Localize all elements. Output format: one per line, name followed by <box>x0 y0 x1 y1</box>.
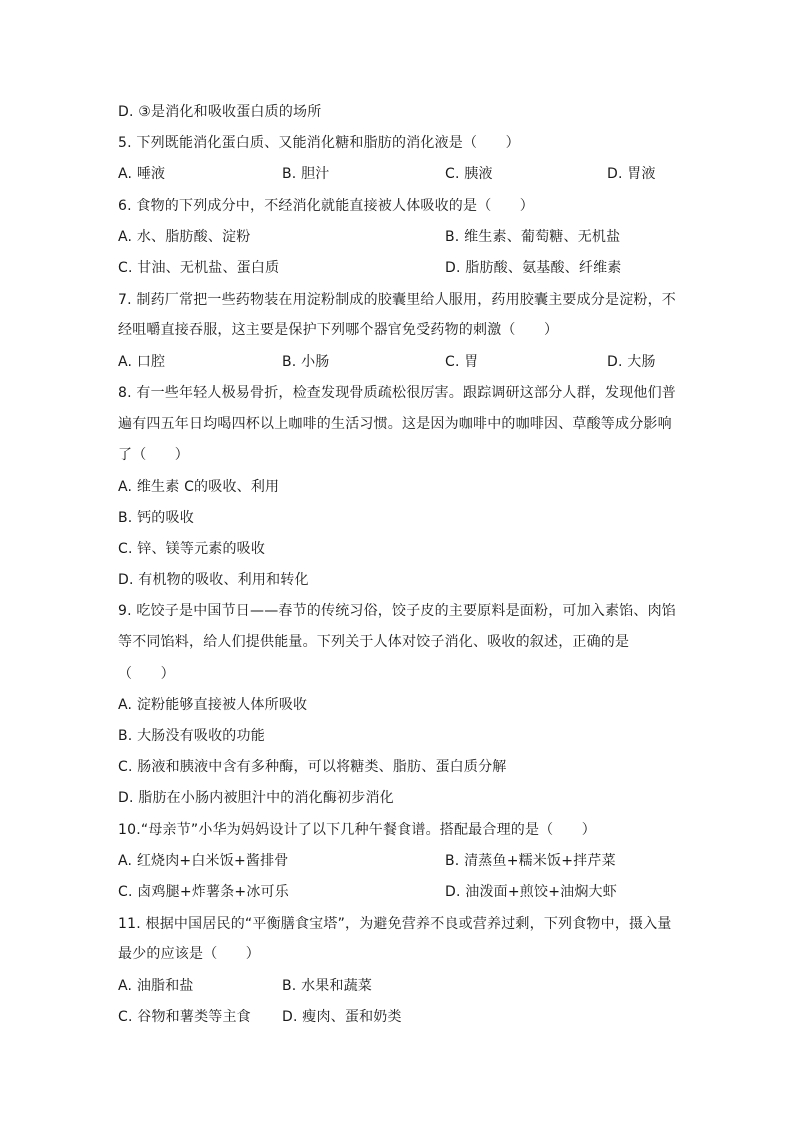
question-6: 6. 食物的下列成分中，不经消化就能直接被人体吸收的是（ ） <box>118 198 535 214</box>
q5-option-c: C. 胰液 <box>445 166 493 182</box>
q8-option-c: C. 锌、镁等元素的吸收 <box>118 541 266 557</box>
q11-option-b: B. 水果和蔬菜 <box>282 978 373 994</box>
question-8-line-2: 遍有四五年日均喝四杯以上咖啡的生活习惯。这是因为咖啡中的咖啡因、草酸等成分影响 <box>118 416 672 432</box>
question-9-line-3: （ ） <box>118 666 175 682</box>
q6-option-b: B. 维生素、葡萄糖、无机盐 <box>445 229 621 245</box>
q9-option-c: C. 肠液和胰液中含有多种酶，可以将糖类、脂肪、蛋白质分解 <box>118 759 507 775</box>
question-9-line-1: 9. 吃饺子是中国节日——春节的传统习俗，饺子皮的主要原料是面粉，可加入素馅、肉馅 <box>118 603 677 619</box>
q6-option-a: A. 水、脂肪酸、淀粉 <box>118 229 251 245</box>
question-8-line-1: 8. 有一些年轻人极易骨折，检查发现骨质疏松很厉害。跟踪调研这部分人群，发现他们普 <box>118 385 677 401</box>
q7-option-a: A. 口腔 <box>118 354 166 370</box>
q6-option-c: C. 甘油、无机盐、蛋白质 <box>118 260 280 276</box>
q8-option-d: D. 有机物的吸收、利用和转化 <box>118 572 309 588</box>
question-5: 5. 下列既能消化蛋白质、又能消化糖和脂肪的消化液是（ ） <box>118 135 520 151</box>
q7-option-d: D. 大肠 <box>607 354 656 370</box>
q9-option-b: B. 大肠没有吸收的功能 <box>118 728 265 744</box>
q4-option-d: D. ③是消化和吸收蛋白质的场所 <box>118 104 322 120</box>
q6-option-d: D. 脂肪酸、氨基酸、纤维素 <box>445 260 622 276</box>
q11-option-a: A. 油脂和盐 <box>118 978 194 994</box>
q10-option-c: C. 卤鸡腿+炸薯条+冰可乐 <box>118 884 289 900</box>
question-11-line-1: 11. 根据中国居民的“平衡膳食宝塔”，为避免营养不良或营养过剩，下列食物中，摄入量 <box>118 916 672 932</box>
q5-option-a: A. 唾液 <box>118 166 166 182</box>
q10-option-d: D. 油泼面+煎饺+油焖大虾 <box>445 884 617 900</box>
q7-option-b: B. 小肠 <box>282 354 330 370</box>
question-9-line-2: 等不同馅料，给人们提供能量。下列关于人体对饺子消化、吸收的叙述，正确的是 <box>118 634 630 650</box>
question-10: 10.“母亲节”小华为妈妈设计了以下几种午餐食谱。搭配最合理的是（ ） <box>118 822 596 838</box>
q11-option-c: C. 谷物和薯类等主食 <box>118 1009 251 1025</box>
q7-option-c: C. 胃 <box>445 354 479 370</box>
q10-option-a: A. 红烧肉+白米饭+酱排骨 <box>118 853 289 869</box>
q8-option-a: A. 维生素 C的吸收、利用 <box>118 479 280 495</box>
question-8-line-3: 了（ ） <box>118 447 189 463</box>
q8-option-b: B. 钙的吸收 <box>118 510 194 526</box>
question-7-line-1: 7. 制药厂常把一些药物装在用淀粉制成的胶囊里给人服用，药用胶囊主要成分是淀粉，不 <box>118 292 677 308</box>
question-7-line-2: 经咀嚼直接吞服，这主要是保护下列哪个器官免受药物的刺激（ ） <box>118 322 559 338</box>
q10-option-b: B. 清蒸鱼+糯米饭+拌芹菜 <box>445 853 616 869</box>
q9-option-a: A. 淀粉能够直接被人体所吸收 <box>118 697 308 713</box>
q11-option-d: D. 瘦肉、蛋和奶类 <box>282 1009 402 1025</box>
question-11-line-2: 最少的应该是（ ） <box>118 946 260 962</box>
q5-option-d: D. 胃液 <box>607 166 656 182</box>
q5-option-b: B. 胆汁 <box>282 166 330 182</box>
q9-option-d: D. 脂肪在小肠内被胆汁中的消化酶初步消化 <box>118 790 394 806</box>
